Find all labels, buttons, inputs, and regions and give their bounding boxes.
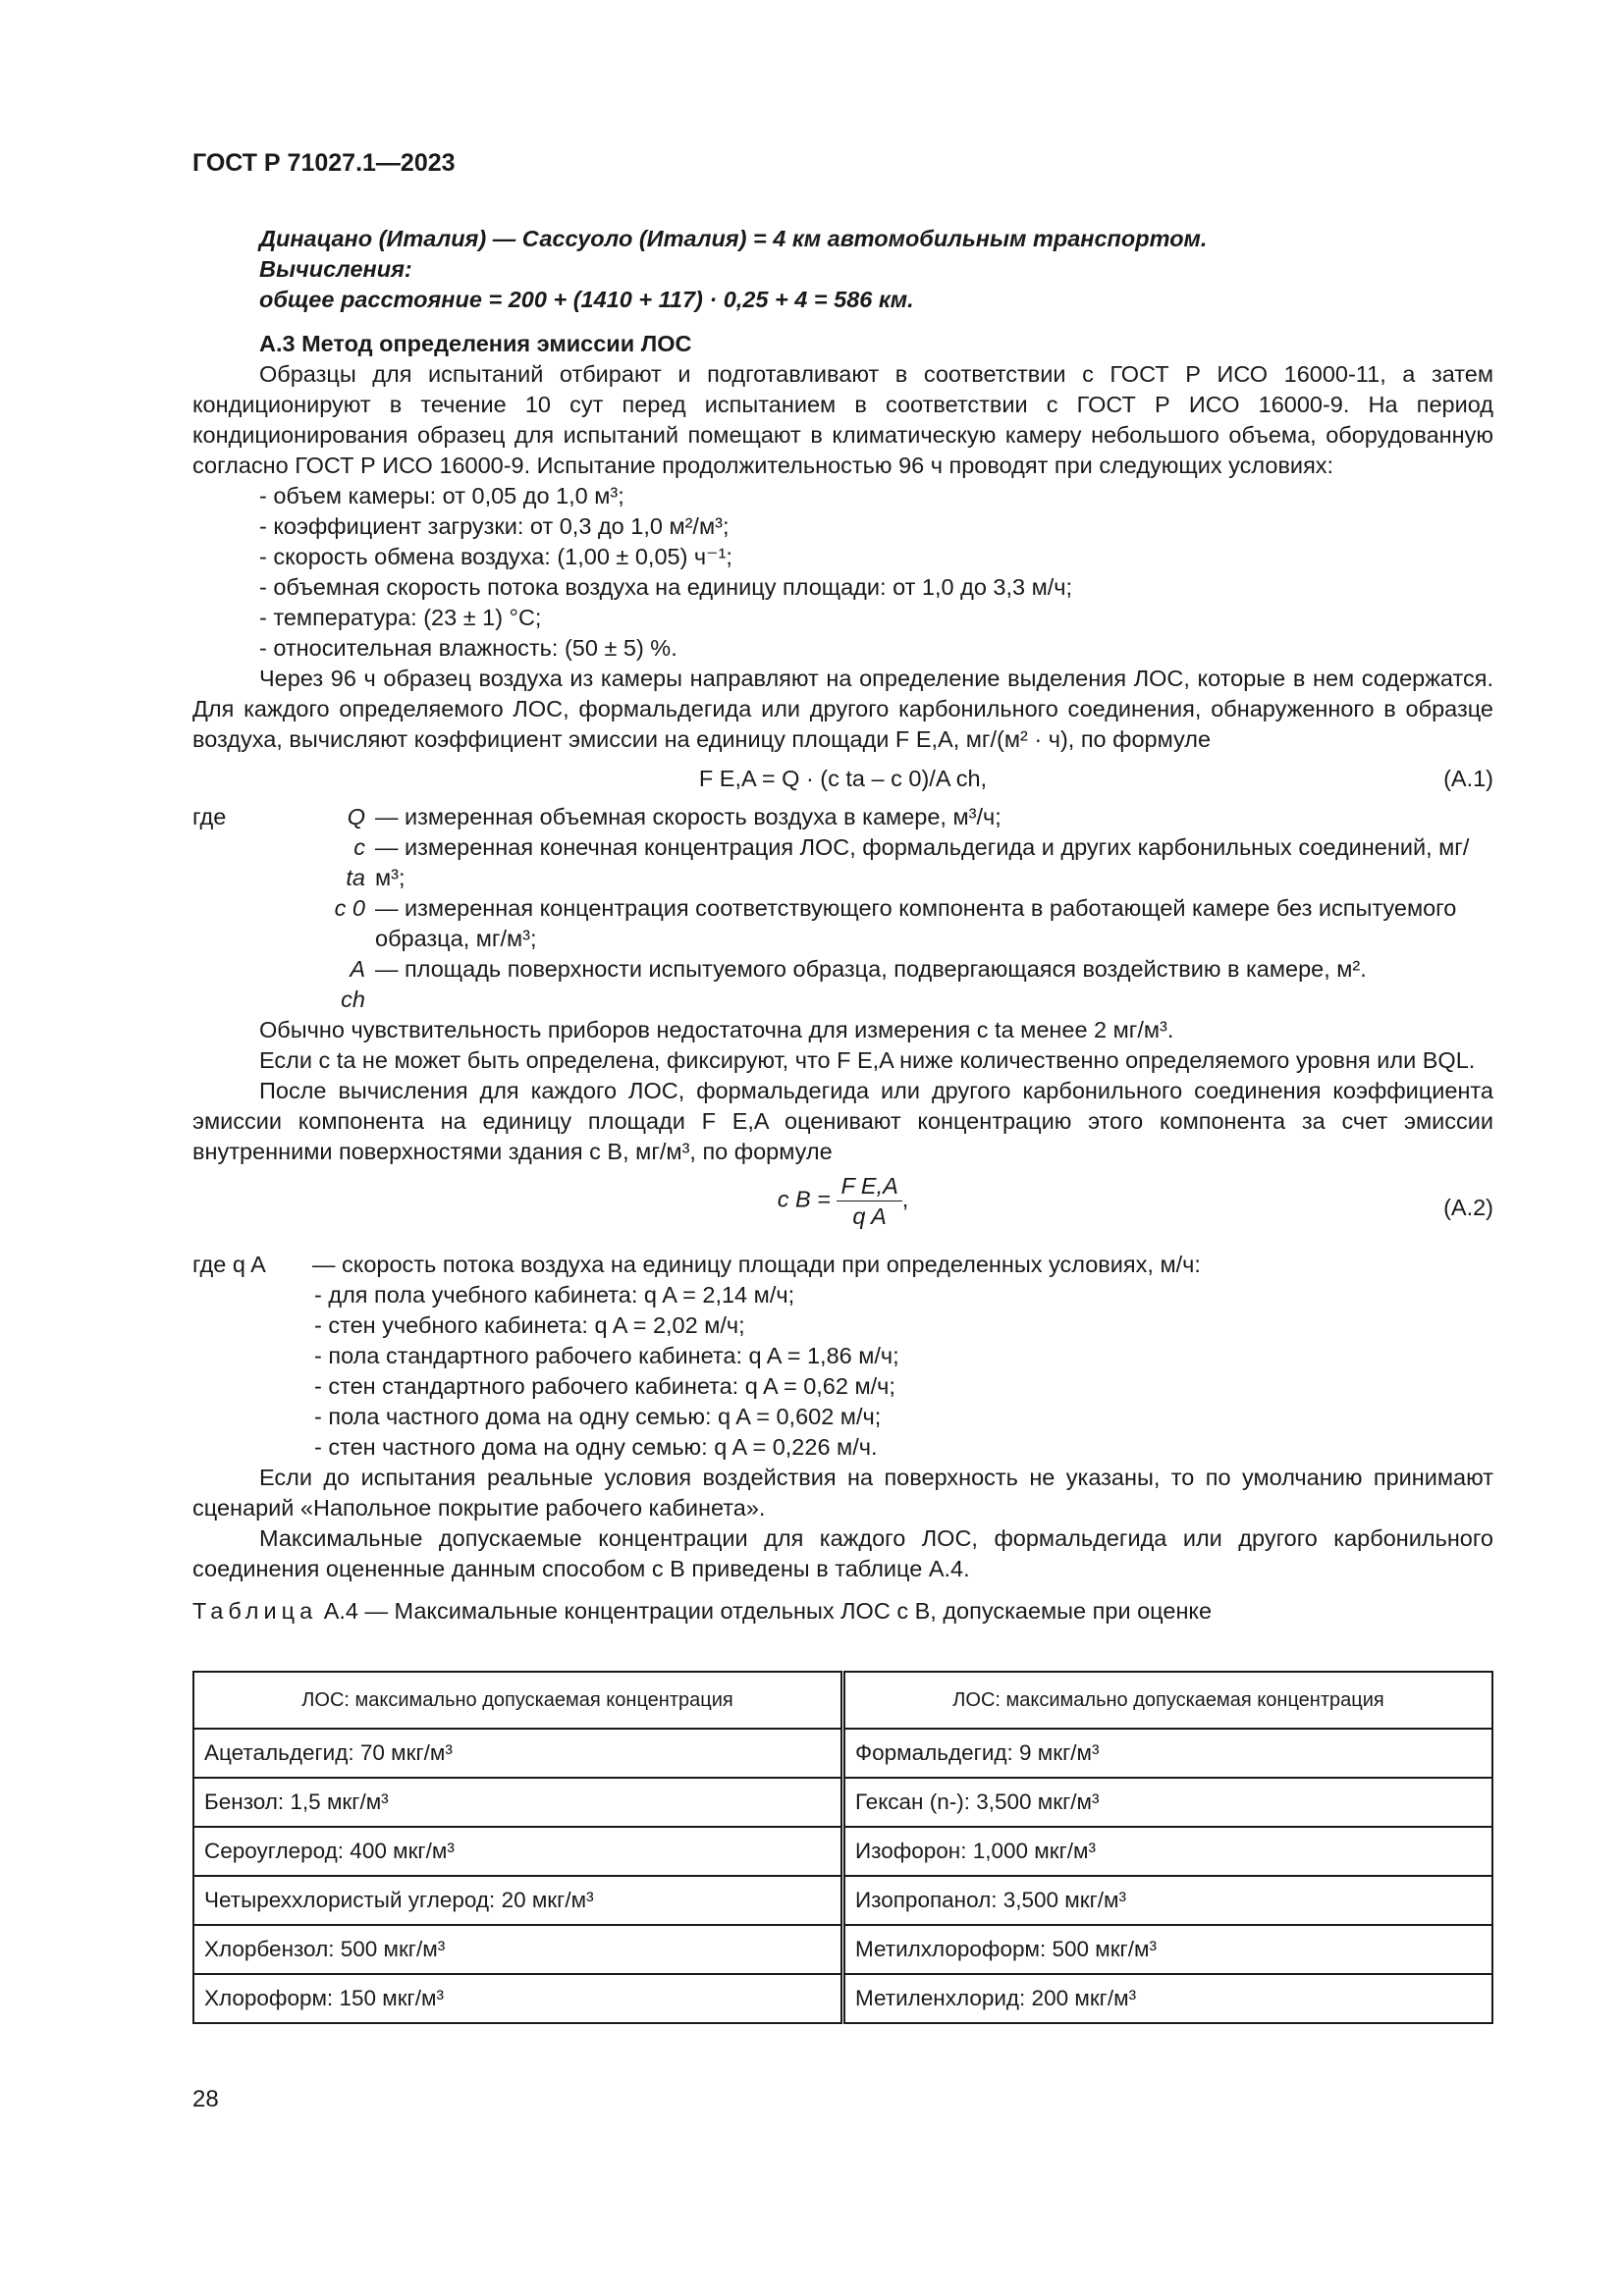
table-cell: Гексан (n-): 3,500 мкг/м³	[843, 1778, 1493, 1827]
where-symbol: c 0	[334, 895, 365, 921]
table-header-left: ЛОС: максимально допускаемая концентрация	[193, 1672, 843, 1729]
list-item: - пола стандартного рабочего кабинета: q A = 1,86 м/ч;	[314, 1343, 899, 1368]
formula-lhs: c B =	[777, 1186, 831, 1212]
formula-tail: ,	[901, 1186, 909, 1212]
where-text: — измеренная объемная скорость воздуха в камере, м³/ч;	[375, 804, 1001, 829]
table-cell: Метиленхлорид: 200 мкг/м³	[843, 1974, 1493, 2023]
page-body	[192, 224, 1493, 1627]
table-cell: Изофорон: 1,000 мкг/м³	[843, 1827, 1493, 1876]
page-number: 28	[192, 2086, 219, 2112]
table-cell: Метилхлороформ: 500 мкг/м³	[843, 1925, 1493, 1974]
paragraph-4: Если c ta не может быть определена, фиксируют, что F E,A ниже количественно определяемого уровня или BQL.	[259, 1047, 1476, 1073]
where-lead: где	[192, 804, 227, 829]
table-cell: Четыреххлористый углерод: 20 мкг/м³	[193, 1876, 843, 1925]
table-cell: Хлорбензол: 500 мкг/м³	[193, 1925, 843, 1974]
paragraph-1: Образцы для испытаний отбирают и подготавливают в соответствии с ГОСТ Р ИСО 16000-11, а затем кондиционируют в течение 10 сут перед испытанием в соответствии с ГОСТ Р ИСО 16000-9. На период кондиционирования образец для испытаний помещают в климатическую камеру небольшого объема, оборудованную согласно ГОСТ Р ИСО 16000-9. Испытание продолжительностью 96 ч проводят при следующих условиях:	[192, 361, 1493, 478]
where-text: — скорость потока воздуха на единицу площади при определенных условиях, м/ч:	[312, 1252, 1201, 1277]
concentration-table	[192, 1671, 1493, 2024]
formula-a2	[192, 1167, 1493, 1250]
list-item: - объемная скорость потока воздуха на единицу площади: от 1,0 до 3,3 м/ч;	[259, 574, 1073, 600]
intro-line-2: Вычисления:	[259, 256, 412, 282]
table-row	[193, 1925, 1492, 1974]
where-text: — измеренная конечная концентрация ЛОС, формальдегида и других карбонильных соединений, мг/м³;	[375, 834, 1470, 890]
list-item: - температура: (23 ± 1) °С;	[259, 605, 542, 630]
table-caption-word: Таблица	[192, 1598, 318, 1624]
table-caption-text: А.4 — Максимальные концентрации отдельных ЛОС c B, допускаемые при оценке	[323, 1598, 1213, 1624]
list-item: - стен частного дома на одну семью: q A = 0,226 м/ч.	[314, 1434, 878, 1460]
list-item: - коэффициент загрузки: от 0,3 до 1,0 м²/м³;	[259, 513, 730, 539]
paragraph-7: Максимальные допускаемые концентрации для каждого ЛОС, формальдегида или другого карбонильного соединения оцененные данным способом c B приведены в таблице А.4.	[192, 1525, 1493, 1581]
table-row	[193, 1778, 1492, 1827]
list-item: - объем камеры: от 0,05 до 1,0 м³;	[259, 483, 624, 508]
document-header: ГОСТ Р 71027.1—2023	[192, 149, 456, 177]
list-item: - относительная влажность: (50 ± 5) %.	[259, 635, 677, 661]
table-cell: Формальдегид: 9 мкг/м³	[843, 1729, 1493, 1778]
formula-number: (А.1)	[1443, 766, 1493, 791]
where-item	[192, 954, 1493, 1015]
list-item: - пола частного дома на одну семью: q A = 0,602 м/ч;	[314, 1404, 882, 1429]
table-header-row	[193, 1672, 1492, 1729]
formula-expression	[192, 1171, 1493, 1231]
table-row	[193, 1827, 1492, 1876]
formula-a1	[192, 755, 1493, 802]
where-symbol: c ta	[346, 834, 365, 890]
qa-list	[192, 1280, 1493, 1463]
where-list-1	[192, 802, 1493, 1015]
list-item: - скорость обмена воздуха: (1,00 ± 0,05) ч⁻¹;	[259, 544, 732, 569]
where-item	[192, 802, 1493, 832]
where-lead: где q A	[192, 1252, 266, 1277]
fraction	[837, 1171, 901, 1231]
where-lead	[192, 954, 320, 1015]
list-item: - для пола учебного кабинета: q A = 2,14 м/ч;	[314, 1282, 795, 1308]
conditions-list	[192, 481, 1493, 664]
section-title: А.3 Метод определения эмиссии ЛОС	[259, 331, 692, 356]
fraction-numerator: F E,A	[837, 1171, 901, 1201]
paragraph-3: Обычно чувствительность приборов недостаточна для измерения c ta менее 2 мг/м³.	[259, 1017, 1174, 1042]
table-header-right: ЛОС: максимально допускаемая концентрация	[843, 1672, 1493, 1729]
where-symbol: Q	[347, 804, 365, 829]
where-item	[192, 832, 1493, 893]
formula-expression: F E,A = Q · (c ta – c 0)/A ch,	[698, 766, 988, 791]
paragraph-6: Если до испытания реальные условия воздействия на поверхность не указаны, то по умолчанию принимают сценарий «Напольное покрытие рабочего кабинета».	[192, 1465, 1493, 1521]
where-symbol: A ch	[341, 956, 365, 1012]
table-cell: Хлороформ: 150 мкг/м³	[193, 1974, 843, 2023]
list-item: - стен учебного кабинета: q A = 2,02 м/ч;	[314, 1312, 745, 1338]
table-cell: Ацетальдегид: 70 мкг/м³	[193, 1729, 843, 1778]
table-row	[193, 1974, 1492, 2023]
paragraph-5: После вычисления для каждого ЛОС, формальдегида или другого карбонильного соединения коэффициента эмиссии компонента на единицу площади F E,A оценивают концентрацию этого компонента за счет эмиссии внутренними поверхностями здания c B, мг/м³, по формуле	[192, 1078, 1493, 1164]
paragraph-2: Через 96 ч образец воздуха из камеры направляют на определение выделения ЛОС, которые в нем содержатся. Для каждого определяемого ЛОС, формальдегида или другого карбонильного соединения, обнаруженного в образце воздуха, вычисляют коэффициент эмиссии на единицу площади F E,A, мг/(м² · ч), по формуле	[192, 666, 1493, 752]
where-lead	[192, 832, 320, 893]
where-item	[192, 893, 1493, 954]
where-text: — измеренная концентрация соответствующего компонента в работающей камере без испытуемого образца, мг/м³;	[375, 895, 1457, 951]
table-cell: Бензол: 1,5 мкг/м³	[193, 1778, 843, 1827]
table-cell: Сероуглерод: 400 мкг/м³	[193, 1827, 843, 1876]
fraction-denominator: q A	[852, 1203, 887, 1229]
where-item	[192, 1250, 1493, 1280]
list-item: - стен стандартного рабочего кабинета: q A = 0,62 м/ч;	[314, 1373, 895, 1399]
table-row	[193, 1729, 1492, 1778]
table-row	[193, 1876, 1492, 1925]
where-lead	[192, 893, 320, 954]
intro-line-1: Динацано (Италия) — Сассуоло (Италия) = 4 км автомобильным транспортом.	[259, 226, 1208, 251]
table-caption	[192, 1596, 1493, 1627]
formula-number: (А.2)	[1443, 1195, 1493, 1220]
table-cell: Изопропанол: 3,500 мкг/м³	[843, 1876, 1493, 1925]
where-text: — площадь поверхности испытуемого образца, подвергающаяся воздействию в камере, м².	[375, 956, 1367, 982]
intro-line-3: общее расстояние = 200 + (1410 + 117) · 0,25 + 4 = 586 км.	[259, 287, 914, 312]
